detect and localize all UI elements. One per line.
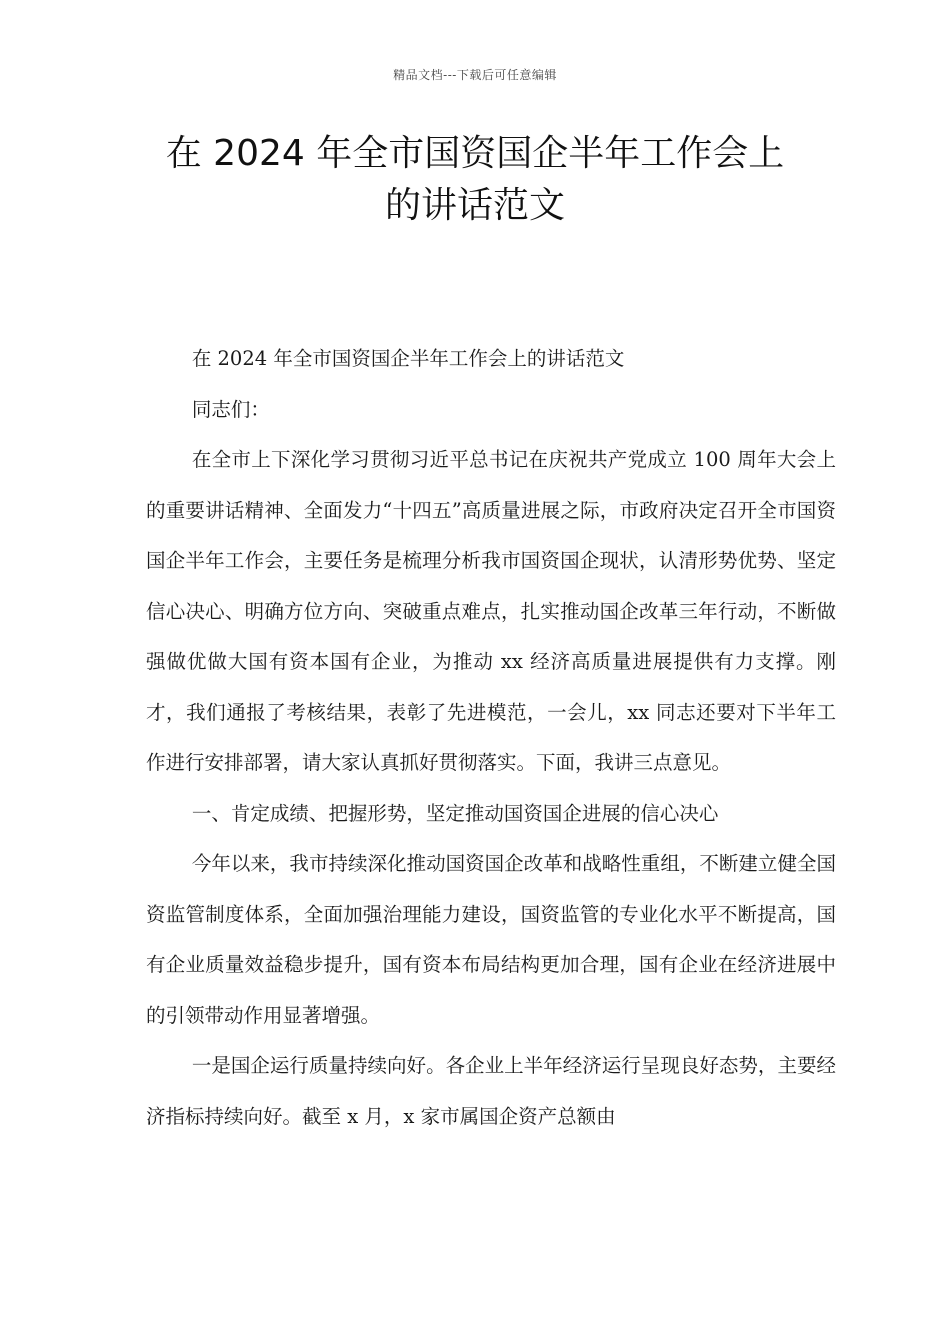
body-paragraph: 今年以来，我市持续深化推动国资国企改革和战略性重组，不断建立健全国资监管制度体系，全面加强治理能力建设，国资监管的专业化水平不断提高，国有企业质量效益稳步提升，国有资本布局结构更加合理，国有企业在经济进展中的引领带动作用显著增强。 [146,852,836,1027]
subtitle-paragraph: 在 2024 年全市国资国企半年工作会上的讲话范文 [191,347,625,370]
body-paragraph: 一是国企运行质量持续向好。各企业上半年经济运行呈现良好态势，主要经济指标持续向好。截至 x 月，x 家市属国企资产总额由 [146,1054,836,1128]
body-paragraph: 在全市上下深化学习贯彻习近平总书记在庆祝共产党成立 100 周年大会上的重要讲话精神、全面发力“十四五”高质量进展之际，市政府决定召开全市国资国企半年工作会，主要任务是梳理分析我市国资国企现状，认清形势优势、坚定信心决心、明确方位方向、突破重点难点，扎实推动国企改革三年行动，不断做强做优做大国有资本国有企业，为推动 xx 经济高质量进展提供有力支撑。刚才，我们通报了考核结果，表彰了先进模范，一会儿，xx 同志还要对下半年工作进行安排部署，请大家认真抓好贯彻落实。下面，我讲三点意见。 [146,448,836,774]
header-note: 精品文档---下载后可任意编辑 [393,68,557,82]
salutation-paragraph: 同志们： [191,397,270,421]
section-heading: 一、肯定成绩、把握形势，坚定推动国资国企进展的信心决心 [191,801,719,825]
document-title [120,128,830,232]
document-body [146,334,836,1142]
title-line-1: 在 2024 年全市国资国企半年工作会上 [165,133,785,174]
title-line-2: 的讲话范文 [384,185,565,226]
